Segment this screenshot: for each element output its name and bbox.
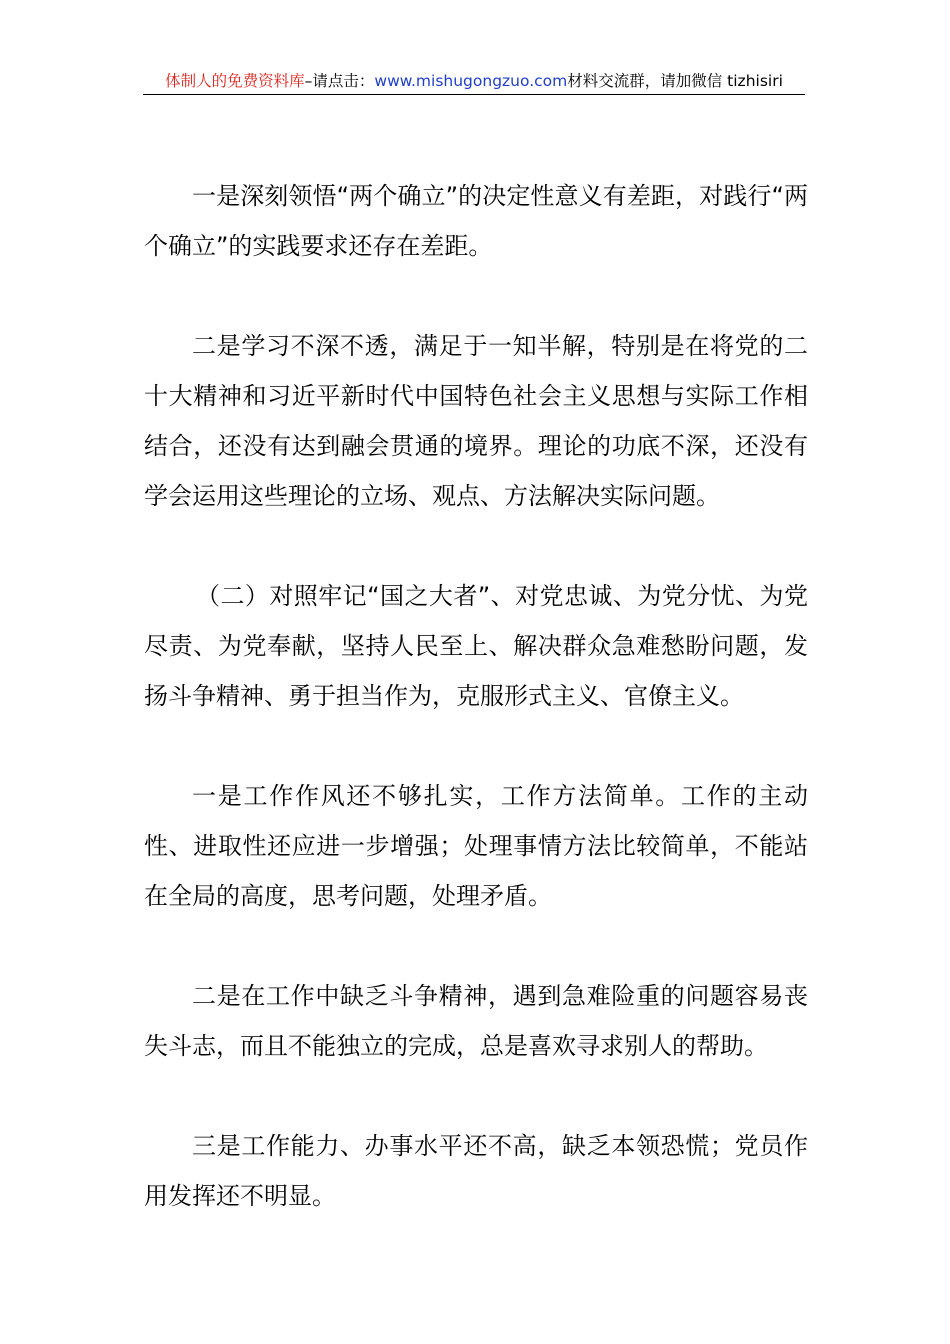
paragraph-5: 三是工作能力、办事水平还不高，缺乏本领恐慌；党员作用发挥还不明显。 [144, 1132, 808, 1210]
paragraph-1: 一是深刻领悟“两个确立”的决定性意义有差距，对践行“两个确立”的实践要求还存在差距。 [144, 182, 808, 260]
section-heading-2: （二）对照牢记“国之大者”、对党忠诚、为党分忧、为党尽责、为党奉献，坚持人民至上、解决群众急难愁盼问题，发扬斗争精神、勇于担当作为，克服形式主义、官僚主义。 [144, 582, 808, 710]
header-brand: 体制人的免费资料库 [165, 72, 305, 90]
header-prompt: –请点击： [304, 72, 375, 90]
paragraph-4: 二是在工作中缺乏斗争精神，遇到急难险重的问题容易丧失斗志，而且不能独立的完成，总是喜欢寻求别人的帮助。 [144, 982, 808, 1060]
page-header [143, 68, 805, 95]
document-body [144, 171, 808, 1271]
header-link[interactable]: www.mishugongzuo.com [374, 72, 568, 90]
paragraph-3: 一是工作作风还不够扎实，工作方法简单。工作的主动性、进取性还应进一步增强；处理事情方法比较简单，不能站在全局的高度，思考问题，处理矛盾。 [144, 782, 808, 910]
header-wechat-note: 材料交流群，请加微信 tizhisiri [567, 72, 783, 90]
paragraph-2: 二是学习不深不透，满足于一知半解，特别是在将党的二十大精神和习近平新时代中国特色社会主义思想与实际工作相结合，还没有达到融会贯通的境界。理论的功底不深，还没有学会运用这些理论的立场、观点、方法解决实际问题。 [144, 332, 808, 510]
